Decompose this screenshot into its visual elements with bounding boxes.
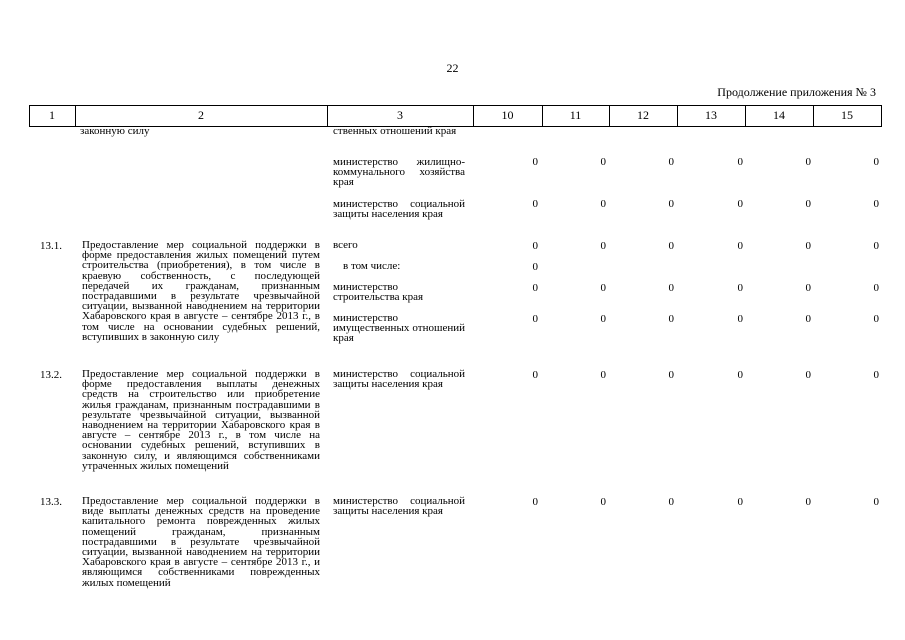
value-cell: 0 [805,282,811,294]
value-cell: 0 [805,198,811,210]
value-cell: 0 [737,156,743,168]
row-number: 13.3. [40,496,62,508]
value-cell: 0 [668,240,674,252]
recipient-cell: министерство социальной защиты населения края [333,198,465,221]
appendix-label: Продолжение приложения № 3 [717,85,876,99]
value-cell: 0 [668,282,674,294]
continuation-description: законную силу [80,125,150,137]
recipient-cell: министерство социальной защиты населения края [333,495,465,518]
value-cell: 0 [532,369,538,381]
value-cell: 0 [805,240,811,252]
value-cell: 0 [600,156,606,168]
value-cell: 0 [873,282,879,294]
value-cell: 0 [737,240,743,252]
continuation-recipient: ственных отношений края [333,125,457,137]
value-cell: 0 [737,198,743,210]
value-cell: 0 [532,313,538,325]
value-cell: 0 [668,369,674,381]
row-description: Предоставление мер социальной поддержки в виде выплаты денежных средств на проведение капитального ремонта поврежденных жилых помещений гражданам, признанным пострадавшими в результате чрезвычайной ситуации, вызванной наводнением на территории Хабаровского края в августе – сентябре 2013 г., и являющимся собственниками поврежденных жилых помещений [82,495,320,589]
recipient-cell: всего [333,239,358,251]
header-col-10: 10 [501,108,514,122]
value-cell: 0 [737,282,743,294]
value-cell: 0 [532,496,538,508]
value-cell: 0 [873,240,879,252]
value-cell: 0 [805,496,811,508]
value-cell: 0 [600,282,606,294]
value-cell: 0 [737,369,743,381]
row-number: 13.2. [40,369,62,381]
recipient-cell: министерство строительства края [333,281,424,304]
value-cell: 0 [805,156,811,168]
header-col-15: 15 [841,108,853,122]
value-cell: 0 [600,240,606,252]
value-cell: 0 [737,496,743,508]
value-cell: 0 [532,198,538,210]
col-divider [881,105,882,126]
value-cell: 0 [600,369,606,381]
recipient-cell: министерство жилищно-коммунального хозяйства края [333,156,465,189]
value-cell: 0 [600,313,606,325]
header-col-1: 1 [49,108,55,122]
value-cell: 0 [668,496,674,508]
row-description: Предоставление мер социальной поддержки в форме предоставления выплаты денежных средств на строительство или приобретение жилья гражданам, признанным пострадавшими в результате чрезвычайной ситуации, вызванной наводнением на территории Хабаровского края в августе – сентябре 2013 г., в том числе на основании судебных решений, вступивших в законную силу, и являющимся собственниками утраченных жилых помещений [82,368,320,472]
value-cell: 0 [532,261,538,273]
value-cell: 0 [600,198,606,210]
value-cell: 0 [873,496,879,508]
value-cell: 0 [532,282,538,294]
header-col-2: 2 [198,108,204,122]
value-cell: 0 [737,313,743,325]
value-cell: 0 [873,313,879,325]
row-number: 13.1. [40,240,62,252]
value-cell: 0 [532,240,538,252]
header-col-11: 11 [569,108,582,122]
value-cell: 0 [600,496,606,508]
page-number: 22 [446,61,459,75]
value-cell: 0 [668,313,674,325]
recipient-cell: в том числе: [343,260,401,272]
header-col-13: 13 [705,108,717,122]
value-cell: 0 [873,156,879,168]
value-cell: 0 [873,198,879,210]
header-top-border [29,105,882,106]
header-col-12: 12 [637,108,649,122]
value-cell: 0 [668,198,674,210]
recipient-cell: министерство социальной защиты населения края [333,368,465,391]
value-cell: 0 [805,313,811,325]
header-col-3: 3 [397,108,403,122]
header-col-14: 14 [773,108,785,122]
value-cell: 0 [873,369,879,381]
value-cell: 0 [532,156,538,168]
value-cell: 0 [668,156,674,168]
value-cell: 0 [805,369,811,381]
recipient-cell: министерство имущественных отношений края [333,312,465,345]
row-description: Предоставление мер социальной поддержки в форме предоставления жилых помещений путем строительства (приобретения), в том числе в краевую собственность, с последующей передачей их гражданам, признанным пострадавшими в результате чрезвычайной ситуации, вызванной наводнением на территории Хабаровского края в августе – сентябре 2013 г., в том числе на основании судебных решений, вступивших в законную силу [82,239,320,343]
